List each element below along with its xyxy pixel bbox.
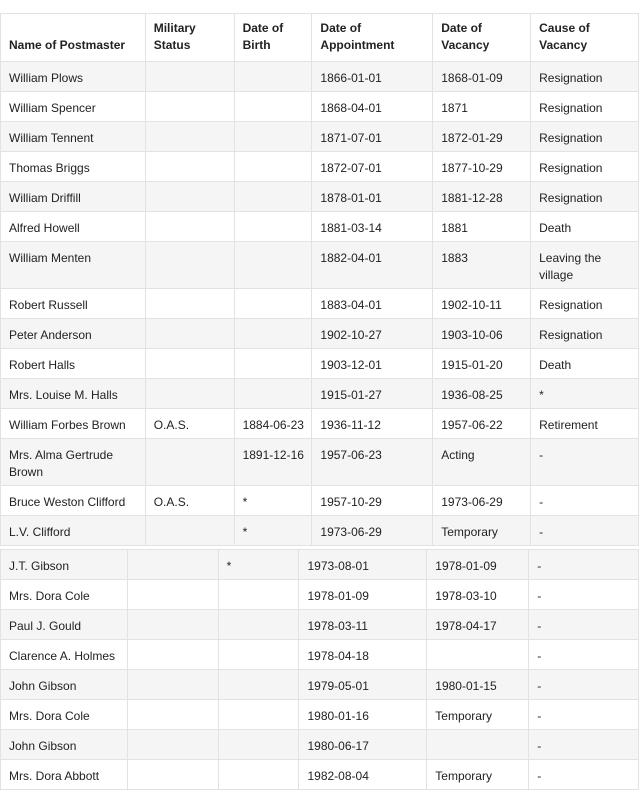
date-of-appointment-cell: 1978-01-09 bbox=[299, 580, 427, 610]
cause-of-vacancy-cell: - bbox=[531, 516, 639, 546]
name-cell: J.T. Gibson bbox=[1, 550, 128, 580]
cause-of-vacancy-cell: - bbox=[529, 730, 639, 760]
date-of-vacancy-cell: Temporary bbox=[427, 760, 529, 790]
header-date-of-birth: Date of Birth bbox=[234, 14, 312, 62]
table-row bbox=[1, 152, 639, 182]
military-status-cell bbox=[145, 182, 234, 212]
table-row bbox=[1, 349, 639, 379]
date-of-appointment-cell: 1915-01-27 bbox=[312, 379, 433, 409]
name-cell: Paul J. Gould bbox=[1, 610, 128, 640]
date-of-birth-cell bbox=[234, 379, 312, 409]
cause-of-vacancy-cell: Resignation bbox=[531, 92, 639, 122]
cause-of-vacancy-cell: - bbox=[529, 670, 639, 700]
cause-of-vacancy-cell: Death bbox=[531, 349, 639, 379]
table-row bbox=[1, 92, 639, 122]
date-of-appointment-cell: 1982-08-04 bbox=[299, 760, 427, 790]
date-of-vacancy-cell: 1883 bbox=[433, 242, 531, 289]
date-of-appointment-cell: 1882-04-01 bbox=[312, 242, 433, 289]
date-of-appointment-cell: 1978-03-11 bbox=[299, 610, 427, 640]
table-row bbox=[1, 122, 639, 152]
date-of-appointment-cell: 1979-05-01 bbox=[299, 670, 427, 700]
military-status-cell bbox=[127, 670, 218, 700]
table-row bbox=[1, 670, 639, 700]
date-of-appointment-cell: 1973-06-29 bbox=[312, 516, 433, 546]
cause-of-vacancy-cell: - bbox=[529, 550, 639, 580]
date-of-appointment-cell: 1903-12-01 bbox=[312, 349, 433, 379]
name-cell: William Plows bbox=[1, 62, 146, 92]
date-of-vacancy-cell: 1957-06-22 bbox=[433, 409, 531, 439]
military-status-cell bbox=[127, 550, 218, 580]
table-row bbox=[1, 700, 639, 730]
table-row bbox=[1, 580, 639, 610]
postmasters-table-continued bbox=[0, 549, 639, 790]
date-of-appointment-cell: 1957-10-29 bbox=[312, 486, 433, 516]
date-of-birth-cell: * bbox=[218, 550, 299, 580]
date-of-vacancy-cell: 1978-04-17 bbox=[427, 610, 529, 640]
military-status-cell bbox=[145, 349, 234, 379]
date-of-birth-cell: * bbox=[234, 516, 312, 546]
name-cell: Peter Anderson bbox=[1, 319, 146, 349]
date-of-vacancy-cell: 1978-03-10 bbox=[427, 580, 529, 610]
date-of-vacancy-cell: 1936-08-25 bbox=[433, 379, 531, 409]
military-status-cell bbox=[145, 319, 234, 349]
cause-of-vacancy-cell: - bbox=[531, 439, 639, 486]
date-of-appointment-cell: 1980-01-16 bbox=[299, 700, 427, 730]
military-status-cell bbox=[127, 610, 218, 640]
table-row bbox=[1, 730, 639, 760]
date-of-birth-cell: * bbox=[234, 486, 312, 516]
cause-of-vacancy-cell: Resignation bbox=[531, 122, 639, 152]
name-cell: Mrs. Louise M. Halls bbox=[1, 379, 146, 409]
military-status-cell bbox=[127, 760, 218, 790]
table-row bbox=[1, 439, 639, 486]
header-date-of-vacancy: Date of Vacancy bbox=[433, 14, 531, 62]
header-military-status: Military Status bbox=[145, 14, 234, 62]
date-of-vacancy-cell: 1871 bbox=[433, 92, 531, 122]
name-cell: Clarence A. Holmes bbox=[1, 640, 128, 670]
table-row bbox=[1, 640, 639, 670]
name-cell: John Gibson bbox=[1, 730, 128, 760]
name-cell: John Gibson bbox=[1, 670, 128, 700]
date-of-vacancy-cell bbox=[427, 730, 529, 760]
header-cause-of-vacancy: Cause of Vacancy bbox=[531, 14, 639, 62]
date-of-appointment-cell: 1878-01-01 bbox=[312, 182, 433, 212]
cause-of-vacancy-cell: Retirement bbox=[531, 409, 639, 439]
date-of-appointment-cell: 1957-06-23 bbox=[312, 439, 433, 486]
cause-of-vacancy-cell: - bbox=[529, 760, 639, 790]
date-of-vacancy-cell: 1868-01-09 bbox=[433, 62, 531, 92]
military-status-cell bbox=[145, 379, 234, 409]
postmasters-table bbox=[0, 13, 639, 546]
date-of-appointment-cell: 1871-07-01 bbox=[312, 122, 433, 152]
date-of-vacancy-cell: Temporary bbox=[433, 516, 531, 546]
military-status-cell bbox=[145, 516, 234, 546]
date-of-vacancy-cell: 1877-10-29 bbox=[433, 152, 531, 182]
date-of-appointment-cell: 1978-04-18 bbox=[299, 640, 427, 670]
name-cell: William Tennent bbox=[1, 122, 146, 152]
table-row bbox=[1, 182, 639, 212]
military-status-cell bbox=[145, 152, 234, 182]
name-cell: Mrs. Alma Gertrude Brown bbox=[1, 439, 146, 486]
table-row bbox=[1, 212, 639, 242]
date-of-birth-cell bbox=[234, 182, 312, 212]
cause-of-vacancy-cell: Resignation bbox=[531, 152, 639, 182]
table-header-row bbox=[1, 14, 639, 62]
cause-of-vacancy-cell: Resignation bbox=[531, 289, 639, 319]
date-of-appointment-cell: 1866-01-01 bbox=[312, 62, 433, 92]
cause-of-vacancy-cell: - bbox=[529, 700, 639, 730]
date-of-birth-cell bbox=[234, 92, 312, 122]
name-cell: William Spencer bbox=[1, 92, 146, 122]
date-of-birth-cell bbox=[218, 760, 299, 790]
cause-of-vacancy-cell: - bbox=[531, 486, 639, 516]
date-of-birth-cell bbox=[234, 62, 312, 92]
date-of-vacancy-cell: 1903-10-06 bbox=[433, 319, 531, 349]
date-of-birth-cell bbox=[218, 640, 299, 670]
cause-of-vacancy-cell: * bbox=[531, 379, 639, 409]
cause-of-vacancy-cell: - bbox=[529, 640, 639, 670]
date-of-birth-cell: 1891-12-16 bbox=[234, 439, 312, 486]
name-cell: Robert Russell bbox=[1, 289, 146, 319]
name-cell: Mrs. Dora Cole bbox=[1, 700, 128, 730]
date-of-birth-cell bbox=[234, 349, 312, 379]
cause-of-vacancy-cell: Resignation bbox=[531, 62, 639, 92]
date-of-appointment-cell: 1868-04-01 bbox=[312, 92, 433, 122]
name-cell: Bruce Weston Clifford bbox=[1, 486, 146, 516]
name-cell: Alfred Howell bbox=[1, 212, 146, 242]
date-of-birth-cell bbox=[234, 319, 312, 349]
cause-of-vacancy-cell: Death bbox=[531, 212, 639, 242]
name-cell: Robert Halls bbox=[1, 349, 146, 379]
military-status-cell bbox=[127, 640, 218, 670]
military-status-cell: O.A.S. bbox=[145, 486, 234, 516]
table-row bbox=[1, 289, 639, 319]
cause-of-vacancy-cell: Leaving the village bbox=[531, 242, 639, 289]
name-cell: Thomas Briggs bbox=[1, 152, 146, 182]
military-status-cell bbox=[145, 289, 234, 319]
date-of-appointment-cell: 1872-07-01 bbox=[312, 152, 433, 182]
table-row bbox=[1, 550, 639, 580]
military-status-cell bbox=[145, 242, 234, 289]
military-status-cell: O.A.S. bbox=[145, 409, 234, 439]
cause-of-vacancy-cell: Resignation bbox=[531, 319, 639, 349]
date-of-birth-cell bbox=[234, 212, 312, 242]
table-row bbox=[1, 242, 639, 289]
date-of-birth-cell bbox=[234, 242, 312, 289]
date-of-birth-cell bbox=[218, 610, 299, 640]
military-status-cell bbox=[127, 730, 218, 760]
date-of-vacancy-cell: 1915-01-20 bbox=[433, 349, 531, 379]
table-row bbox=[1, 486, 639, 516]
date-of-appointment-cell: 1973-08-01 bbox=[299, 550, 427, 580]
date-of-vacancy-cell: Acting bbox=[433, 439, 531, 486]
date-of-birth-cell: 1884-06-23 bbox=[234, 409, 312, 439]
military-status-cell bbox=[127, 700, 218, 730]
table-row bbox=[1, 62, 639, 92]
date-of-birth-cell bbox=[234, 289, 312, 319]
table-row bbox=[1, 610, 639, 640]
military-status-cell bbox=[145, 62, 234, 92]
header-name: Name of Postmaster bbox=[1, 14, 146, 62]
table-row bbox=[1, 319, 639, 349]
date-of-appointment-cell: 1881-03-14 bbox=[312, 212, 433, 242]
date-of-vacancy-cell bbox=[427, 640, 529, 670]
date-of-vacancy-cell: 1872-01-29 bbox=[433, 122, 531, 152]
date-of-birth-cell bbox=[218, 700, 299, 730]
name-cell: William Forbes Brown bbox=[1, 409, 146, 439]
date-of-vacancy-cell: 1881-12-28 bbox=[433, 182, 531, 212]
cause-of-vacancy-cell: - bbox=[529, 610, 639, 640]
date-of-appointment-cell: 1980-06-17 bbox=[299, 730, 427, 760]
military-status-cell bbox=[145, 92, 234, 122]
name-cell: Mrs. Dora Abbott bbox=[1, 760, 128, 790]
name-cell: William Menten bbox=[1, 242, 146, 289]
date-of-vacancy-cell: 1980-01-15 bbox=[427, 670, 529, 700]
military-status-cell bbox=[127, 580, 218, 610]
date-of-vacancy-cell: Temporary bbox=[427, 700, 529, 730]
table-row bbox=[1, 516, 639, 546]
table-row bbox=[1, 379, 639, 409]
date-of-appointment-cell: 1883-04-01 bbox=[312, 289, 433, 319]
date-of-vacancy-cell: 1973-06-29 bbox=[433, 486, 531, 516]
table-row bbox=[1, 760, 639, 790]
date-of-appointment-cell: 1902-10-27 bbox=[312, 319, 433, 349]
date-of-birth-cell bbox=[234, 152, 312, 182]
military-status-cell bbox=[145, 212, 234, 242]
header-date-of-appointment: Date of Appointment bbox=[312, 14, 433, 62]
table-row bbox=[1, 409, 639, 439]
name-cell: William Driffill bbox=[1, 182, 146, 212]
date-of-birth-cell bbox=[218, 730, 299, 760]
military-status-cell bbox=[145, 439, 234, 486]
date-of-appointment-cell: 1936-11-12 bbox=[312, 409, 433, 439]
date-of-vacancy-cell: 1902-10-11 bbox=[433, 289, 531, 319]
cause-of-vacancy-cell: - bbox=[529, 580, 639, 610]
date-of-vacancy-cell: 1978-01-09 bbox=[427, 550, 529, 580]
date-of-vacancy-cell: 1881 bbox=[433, 212, 531, 242]
name-cell: Mrs. Dora Cole bbox=[1, 580, 128, 610]
cause-of-vacancy-cell: Resignation bbox=[531, 182, 639, 212]
military-status-cell bbox=[145, 122, 234, 152]
name-cell: L.V. Clifford bbox=[1, 516, 146, 546]
date-of-birth-cell bbox=[218, 670, 299, 700]
date-of-birth-cell bbox=[218, 580, 299, 610]
date-of-birth-cell bbox=[234, 122, 312, 152]
